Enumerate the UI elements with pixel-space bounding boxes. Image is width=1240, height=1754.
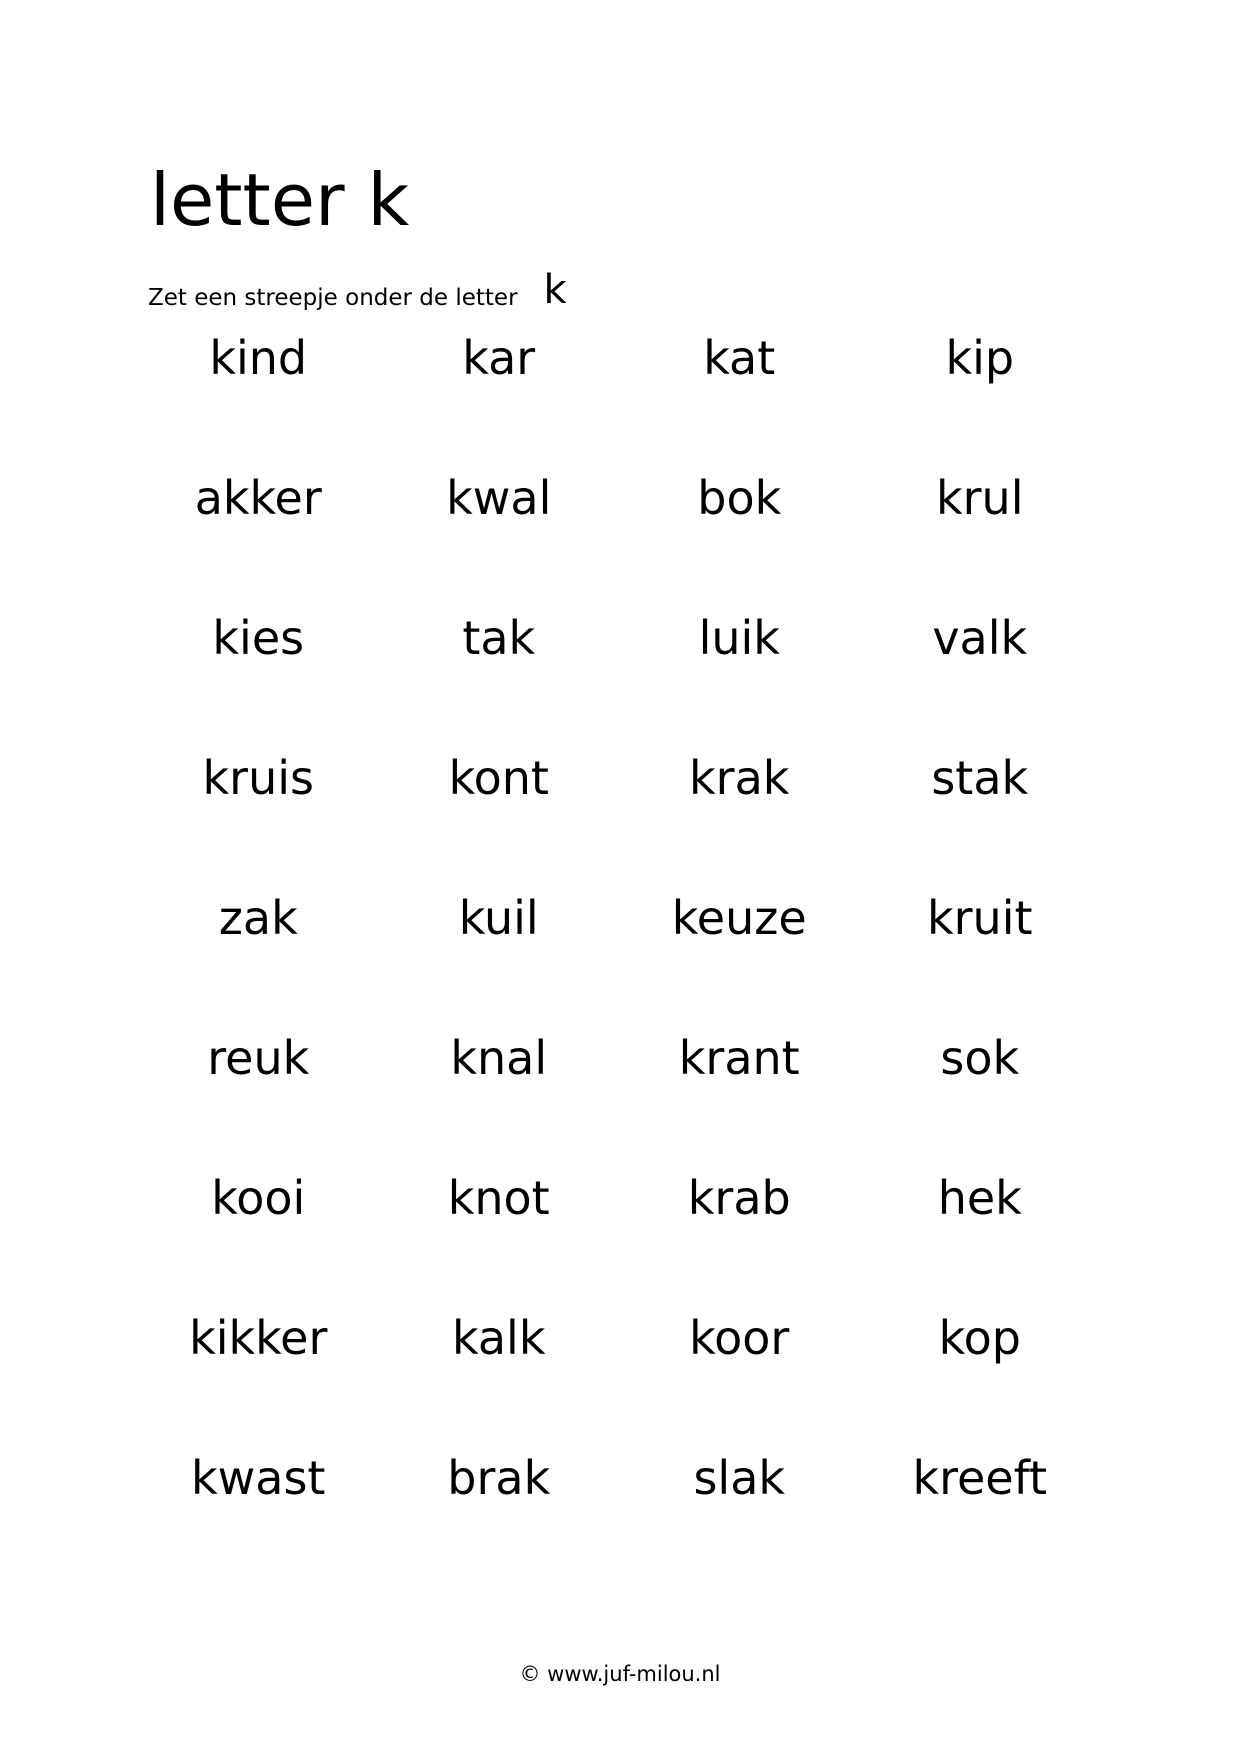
- footer-copyright: © www.juf-milou.nl: [519, 1662, 721, 1686]
- word-item: krak: [689, 751, 790, 805]
- word-item: kuil: [458, 891, 539, 945]
- word-item: brak: [447, 1451, 551, 1505]
- word-item: krul: [936, 471, 1024, 525]
- word-item: bok: [697, 471, 782, 525]
- word-item: kat: [703, 331, 776, 385]
- word-item: zak: [218, 891, 298, 945]
- word-item: krab: [687, 1171, 791, 1225]
- word-item: knal: [450, 1031, 548, 1085]
- word-item: kwal: [446, 471, 552, 525]
- word-grid: [138, 318, 1100, 1578]
- word-item: luik: [698, 611, 780, 665]
- word-item: akker: [194, 471, 322, 525]
- word-item: kies: [212, 611, 305, 665]
- word-item: keuze: [671, 891, 807, 945]
- word-item: kwast: [191, 1451, 326, 1505]
- word-item: knot: [447, 1171, 550, 1225]
- word-item: tak: [462, 611, 536, 665]
- word-item: kruis: [202, 751, 314, 805]
- word-item: kind: [209, 331, 308, 385]
- word-item: krant: [678, 1031, 800, 1085]
- word-item: kreeft: [912, 1451, 1048, 1505]
- word-item: kont: [448, 751, 549, 805]
- word-item: kop: [938, 1311, 1021, 1365]
- word-item: kooi: [211, 1171, 306, 1225]
- word-item: koor: [689, 1311, 790, 1365]
- word-item: kikker: [189, 1311, 328, 1365]
- word-item: slak: [693, 1451, 786, 1505]
- word-item: sok: [940, 1031, 1020, 1085]
- instruction: [148, 267, 567, 313]
- page-title: letter k: [150, 158, 410, 242]
- word-item: reuk: [207, 1031, 310, 1085]
- word-item: kar: [462, 331, 536, 385]
- word-item: kalk: [452, 1311, 546, 1365]
- word-item: kip: [945, 331, 1015, 385]
- word-item: stak: [931, 751, 1029, 805]
- word-item: hek: [937, 1171, 1022, 1225]
- word-item: valk: [932, 611, 1028, 665]
- instruction-text: Zet een streepje onder de letter: [148, 285, 518, 311]
- word-item: kruit: [926, 891, 1033, 945]
- target-letter: k: [543, 267, 567, 313]
